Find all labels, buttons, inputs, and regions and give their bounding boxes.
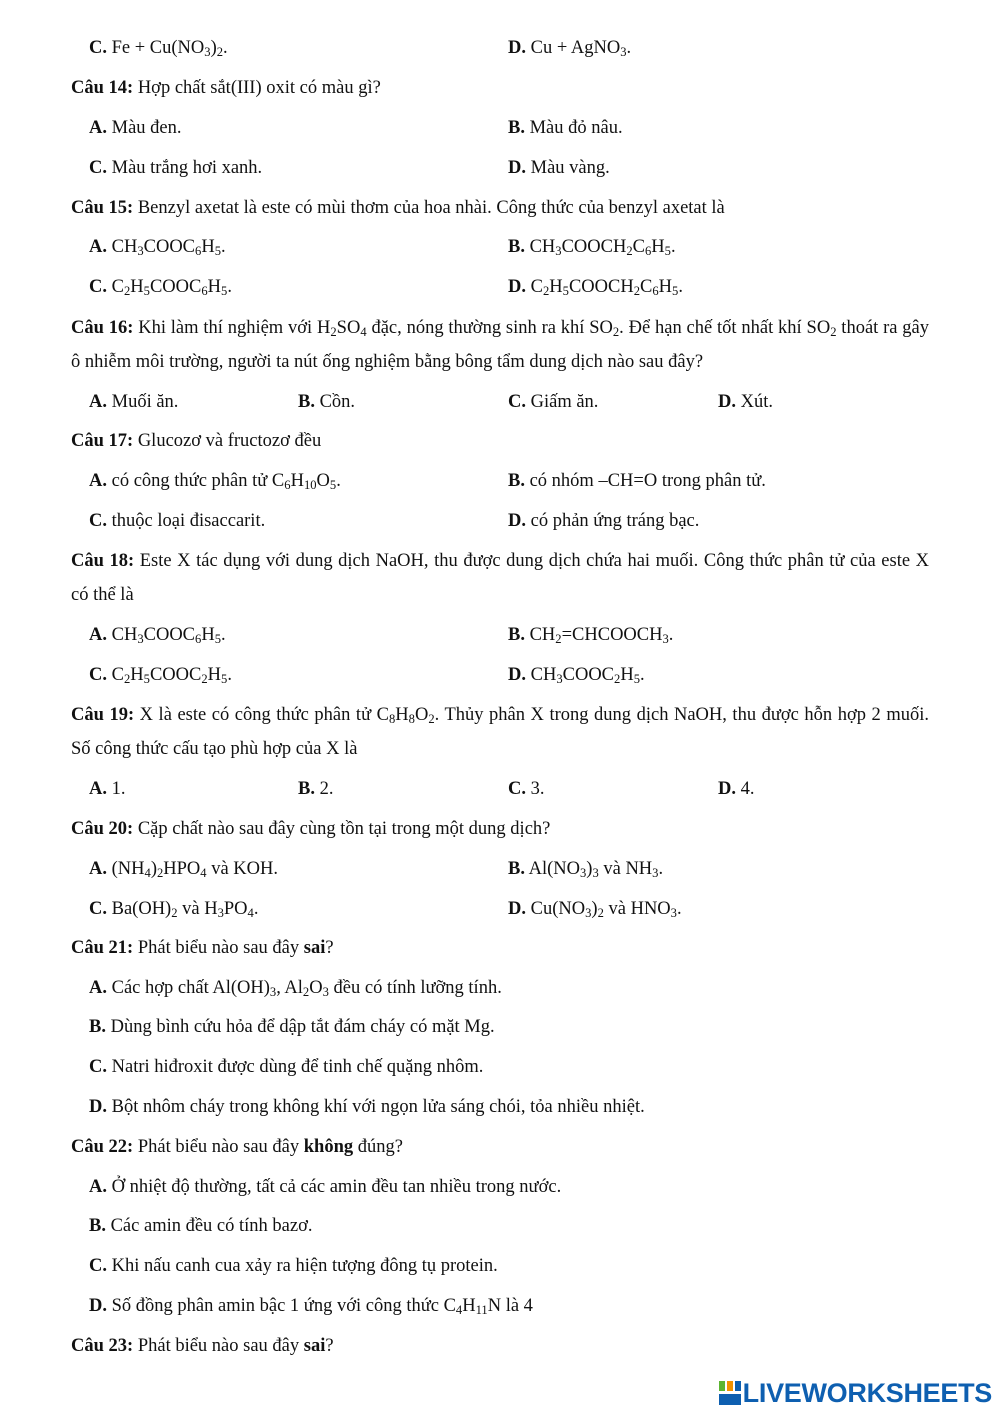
- q20-option-c: C. $Ba(OH)_2$ và $H_3PO_4$.: [89, 899, 259, 920]
- q17-option-b: B. có nhóm –CH=O trong phân tử.: [508, 471, 766, 491]
- q18-option-d: D. $CH_3COOC_2H_5$.: [508, 665, 645, 686]
- q22-option-a: A. Ở nhiệt độ thường, tất cả các amin đều tan nhiều trong nước.: [89, 1177, 562, 1197]
- q23-stem: Câu 23: Phát biểu nào sau đây sai?: [71, 1336, 334, 1356]
- q22-stem: Câu 22: Phát biểu nào sau đây không đúng?: [71, 1137, 403, 1157]
- q16-option-b: B. Cồn.: [298, 392, 356, 412]
- q21-option-c: C. Natri hiđroxit được dùng để tinh chế quặng nhôm.: [89, 1057, 484, 1077]
- q19-option-b: B. 2.: [298, 779, 334, 799]
- q19-option-a: A. 1.: [89, 779, 126, 799]
- q15-option-d: D. $C_2H_5COOCH_2C_6H_5$.: [508, 277, 683, 298]
- q16-stem: Câu 16: Khi làm thí nghiệm với $H_2SO_4$ đặc, nóng thường sinh ra khí $SO_2$. Để hạn chế tốt nhất khí $SO_2$ thoát ra gây ô nhiễm môi trường, người ta nút ống nghiệm bằng bông tẩm dung dịch nào sau đây?: [71, 318, 930, 372]
- liveworksheets-logo[interactable]: [719, 1377, 992, 1409]
- q16-option-c: C. Giấm ăn.: [508, 392, 599, 412]
- q21-option-d: D. Bột nhôm cháy trong không khí với ngọn lửa sáng chói, tỏa nhiều nhiệt.: [89, 1097, 645, 1117]
- q20-stem: Câu 20: Cặp chất nào sau đây cùng tồn tại trong một dung dịch?: [71, 819, 551, 839]
- q18-stem: Câu 18: Este X tác dụng với dung dịch NaOH, thu được dung dịch chứa hai muối. Công thức phân tử của este X có thể là: [71, 551, 930, 605]
- liveworksheets-mark-icon: [719, 1381, 741, 1405]
- q19-option-c: C. 3.: [508, 779, 545, 799]
- q15-stem: Câu 15: Benzyl axetat là este có mùi thơm của hoa nhài. Công thức của benzyl axetat là: [71, 198, 725, 218]
- q15-option-a: A. $CH_3COOC_6H_5$.: [89, 237, 226, 258]
- q16-option-d: D. Xút.: [718, 392, 773, 412]
- q17-option-d: D. có phản ứng tráng bạc.: [508, 511, 700, 531]
- q17-option-c: C. thuộc loại đisaccarit.: [89, 511, 266, 531]
- q14-option-b: B. Màu đỏ nâu.: [508, 118, 623, 138]
- q19-option-d: D. 4.: [718, 779, 755, 799]
- q18-option-b: B. $CH_2=CHCOOCH_3$.: [508, 625, 674, 646]
- logo-text: LIVEWORKSHEETS: [742, 1377, 992, 1408]
- q21-option-b: B. Dùng bình cứu hỏa để dập tắt đám cháy có mặt Mg.: [89, 1017, 495, 1037]
- q20-option-a: A. $(NH_4)_2HPO_4$ và KOH.: [89, 859, 279, 880]
- q21-stem: Câu 21: Phát biểu nào sau đây sai?: [71, 938, 334, 958]
- q14-option-c: C. Màu trắng hơi xanh.: [89, 158, 263, 178]
- q14-option-a: A. Màu đen.: [89, 118, 182, 138]
- q20-option-d: D. $Cu(NO_3)_2$ và $HNO_3$.: [508, 899, 682, 920]
- q14-stem: Câu 14: Hợp chất sắt(III) oxit có màu gì?: [71, 78, 381, 98]
- q15-option-b: B. $CH_3COOCH_2C_6H_5$.: [508, 237, 676, 258]
- q18-option-c: C. $C_2H_5COOC_2H_5$.: [89, 665, 232, 686]
- q22-option-d: D. Số đồng phân amin bậc 1 ứng với công thức $C_4H_{11}N$ là 4: [89, 1296, 533, 1317]
- q17-option-a: A. có công thức phân tử $C_6H_{10}O_5$.: [89, 471, 341, 492]
- q14-option-d: D. Màu vàng.: [508, 158, 610, 178]
- q18-option-a: A. $CH_3COOC_6H_5$.: [89, 625, 226, 646]
- q15-option-c: C. $C_2H_5COOC_6H_5$.: [89, 277, 232, 298]
- q19-stem: Câu 19: X là este có công thức phân tử $C_8H_8O_2$. Thủy phân X trong dung dịch NaOH, thu được hỗn hợp 2 muối. Số công thức cấu tạo phù hợp của X là: [71, 705, 929, 759]
- q22-option-b: B. Các amin đều có tính bazơ.: [89, 1216, 313, 1236]
- q17-stem: Câu 17: Glucozơ và fructozơ đều: [71, 431, 322, 451]
- q22-option-c: C. Khi nấu canh cua xảy ra hiện tượng đông tụ protein.: [89, 1256, 498, 1276]
- q13-option-c: C. $Fe + Cu(NO_3)_2$.: [89, 38, 228, 59]
- q16-option-a: A. Muối ăn.: [89, 392, 179, 412]
- q20-option-b: B. $Al(NO_3)_3$ và $NH_3$.: [508, 859, 664, 880]
- q13-option-d: D. Cu + AgNO$_3$.: [508, 38, 632, 59]
- q21-option-a: A. Các hợp chất $Al(OH)_3$, $Al_2O_3$ đều có tính lưỡng tính.: [89, 978, 502, 999]
